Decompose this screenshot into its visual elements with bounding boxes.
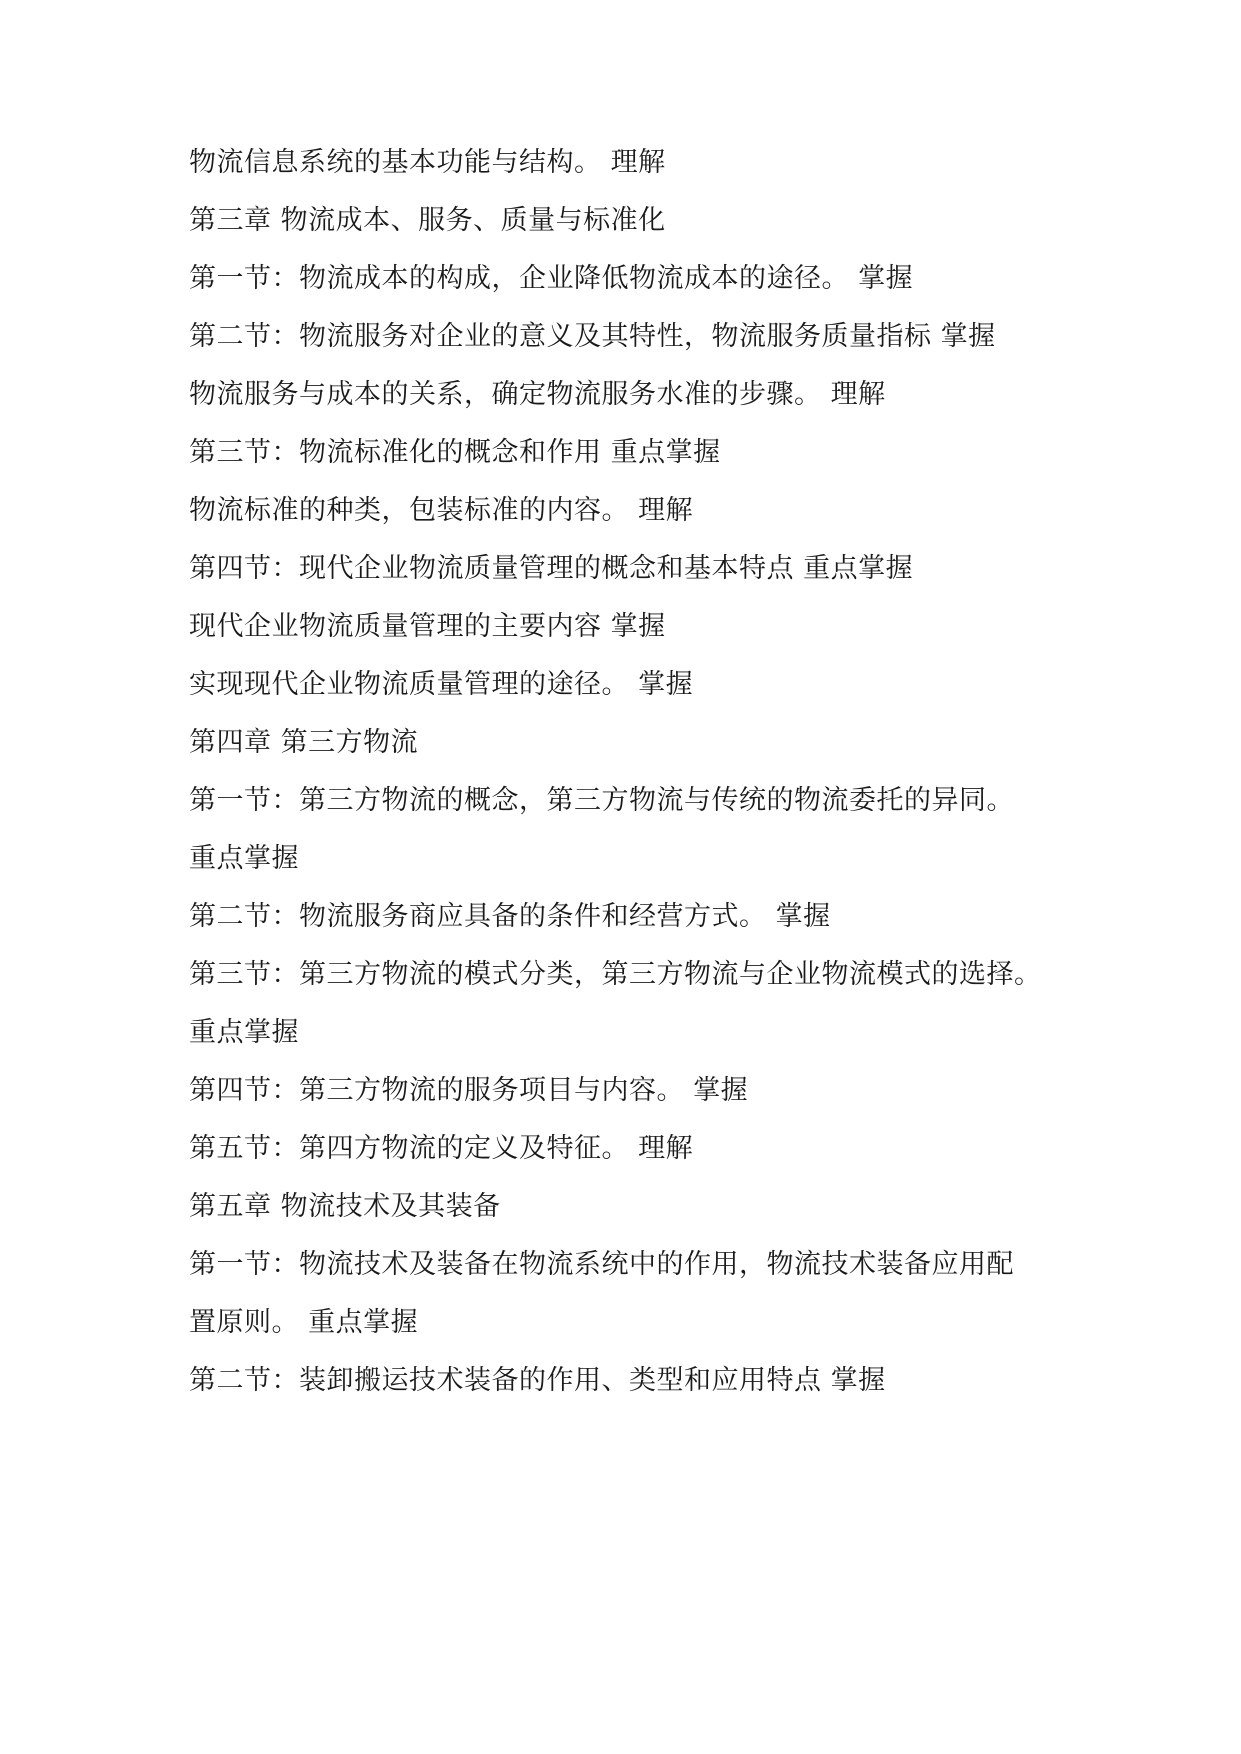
- text-line: 第三节：第三方物流的模式分类，第三方物流与企业物流模式的选择。: [189, 959, 1042, 990]
- text-line: 第二节：物流服务商应具备的条件和经营方式。 掌握: [189, 901, 831, 932]
- chapter-heading: 第五章 物流技术及其装备: [189, 1191, 501, 1222]
- text-line: 第四节：第三方物流的服务项目与内容。 掌握: [189, 1075, 749, 1106]
- text-line: 第一节：物流技术及装备在物流系统中的作用，物流技术装备应用配: [189, 1249, 1014, 1280]
- text-line: 置原则。 重点掌握: [189, 1307, 419, 1338]
- text-line: 物流服务与成本的关系，确定物流服务水准的步骤。 理解: [189, 379, 886, 410]
- chapter-heading: 第四章 第三方物流: [189, 727, 419, 758]
- text-line: 实现现代企业物流质量管理的途径。 掌握: [189, 669, 694, 700]
- text-line: 第二节：物流服务对企业的意义及其特性，物流服务质量指标 掌握: [189, 321, 996, 352]
- text-line: 第三节：物流标准化的概念和作用 重点掌握: [189, 437, 721, 468]
- text-line: 第二节：装卸搬运技术装备的作用、类型和应用特点 掌握: [189, 1365, 886, 1396]
- text-line: 现代企业物流质量管理的主要内容 掌握: [189, 611, 666, 642]
- text-line: 物流标准的种类，包装标准的内容。 理解: [189, 495, 694, 526]
- text-line: 第一节：第三方物流的概念，第三方物流与传统的物流委托的异同。: [189, 785, 1014, 816]
- text-line: 物流信息系统的基本功能与结构。 理解: [189, 147, 666, 178]
- text-line: 重点掌握: [189, 843, 299, 874]
- chapter-heading: 第三章 物流成本、服务、质量与标准化: [189, 205, 666, 236]
- text-line: 第一节：物流成本的构成，企业降低物流成本的途径。 掌握: [189, 263, 914, 294]
- text-line: 第四节：现代企业物流质量管理的概念和基本特点 重点掌握: [189, 553, 914, 584]
- text-line: 第五节：第四方物流的定义及特征。 理解: [189, 1133, 694, 1164]
- text-line: 重点掌握: [189, 1017, 299, 1048]
